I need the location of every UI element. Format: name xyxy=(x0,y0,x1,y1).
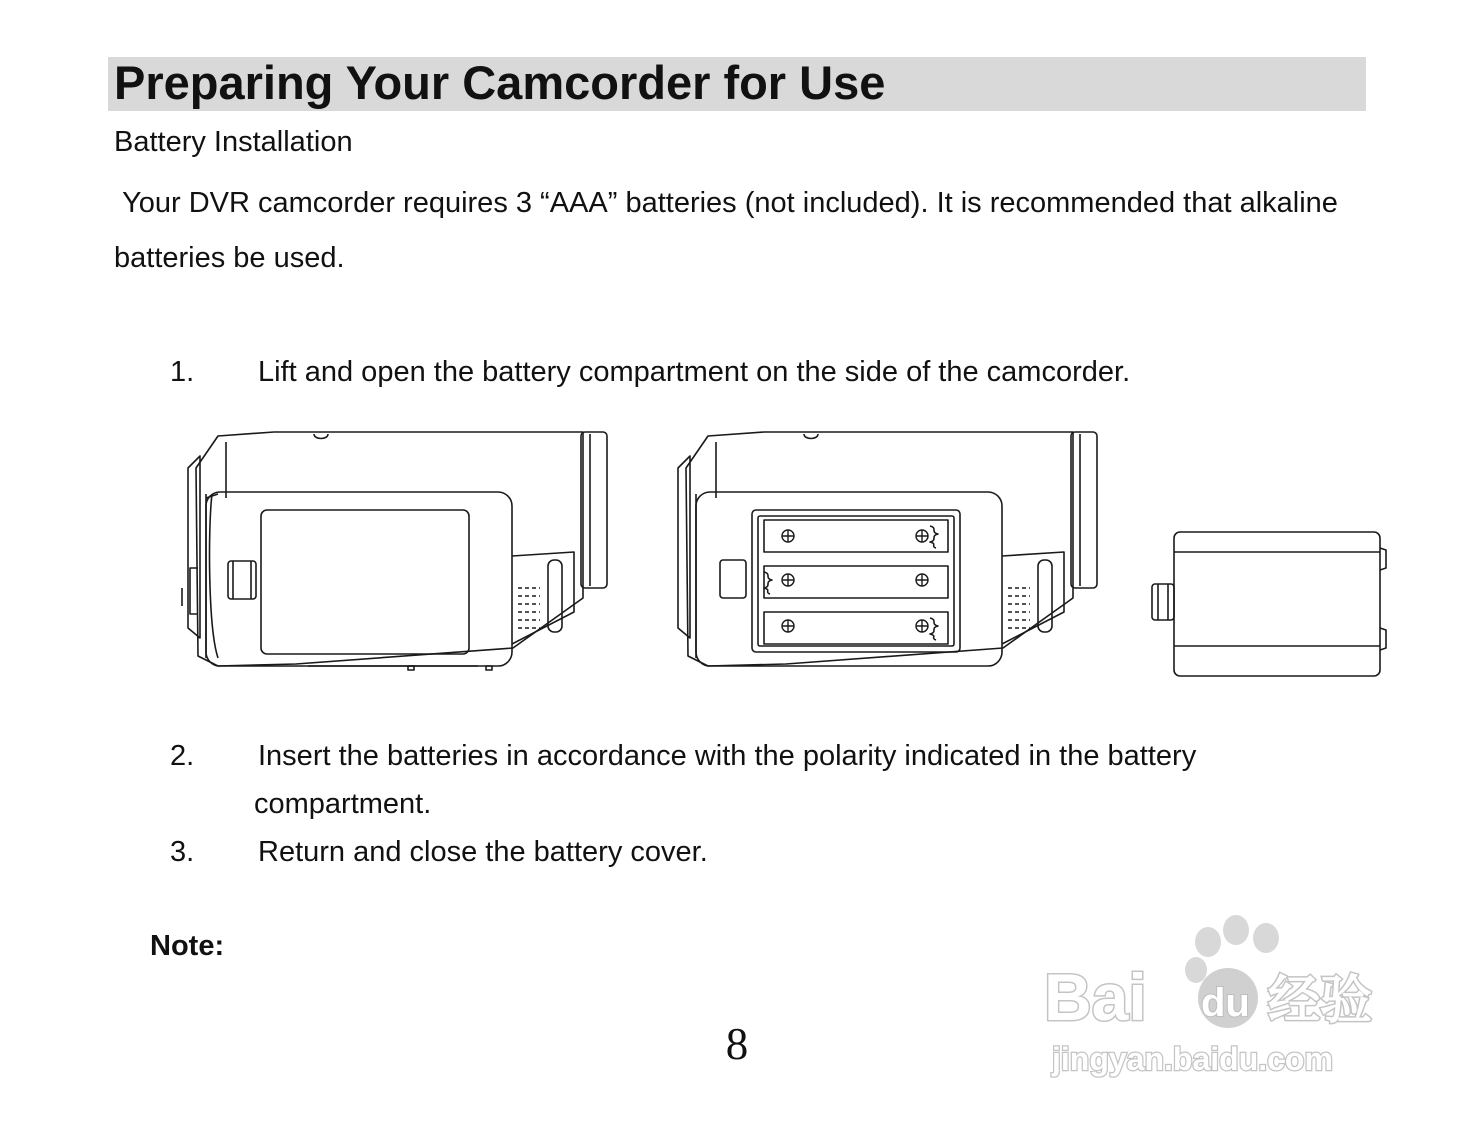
step-number: 1. xyxy=(170,356,195,388)
svg-text:Bai: Bai xyxy=(1044,960,1147,1034)
page-title: Preparing Your Camcorder for Use xyxy=(114,56,886,109)
camcorder-open-icon xyxy=(678,432,1097,666)
section-subheading: Battery Installation xyxy=(114,126,353,158)
baidu-jingyan-watermark xyxy=(1040,912,1390,1087)
svg-text:jingyan.baidu.com: jingyan.baidu.com xyxy=(1052,1041,1333,1077)
step-1 xyxy=(170,348,1370,396)
step-text: Lift and open the battery compartment on the side of the camcorder. xyxy=(258,356,1131,388)
step-text-line-2: compartment. xyxy=(254,788,432,820)
svg-text:经验: 经验 xyxy=(1268,971,1373,1031)
camcorder-closed-icon xyxy=(182,432,607,670)
step-3 xyxy=(170,828,1370,876)
battery-installation-figure xyxy=(178,428,1398,685)
step-text: Return and close the battery cover. xyxy=(258,836,708,868)
step-text-line-1: Insert the batteries in accordance with the polarity indicated in the battery xyxy=(258,740,1197,772)
page-number: 8 xyxy=(725,1019,749,1069)
battery-cover-icon xyxy=(1152,532,1386,676)
step-number: 3. xyxy=(170,836,195,868)
step-2 xyxy=(170,732,1370,828)
note-label: Note: xyxy=(150,930,225,962)
step-number: 2. xyxy=(170,740,195,772)
intro-paragraph: Your DVR camcorder requires 3 “AAA” batteries (not included). It is recommended that alkaline batteries be used. xyxy=(114,187,1347,274)
svg-text:du: du xyxy=(1201,981,1250,1025)
